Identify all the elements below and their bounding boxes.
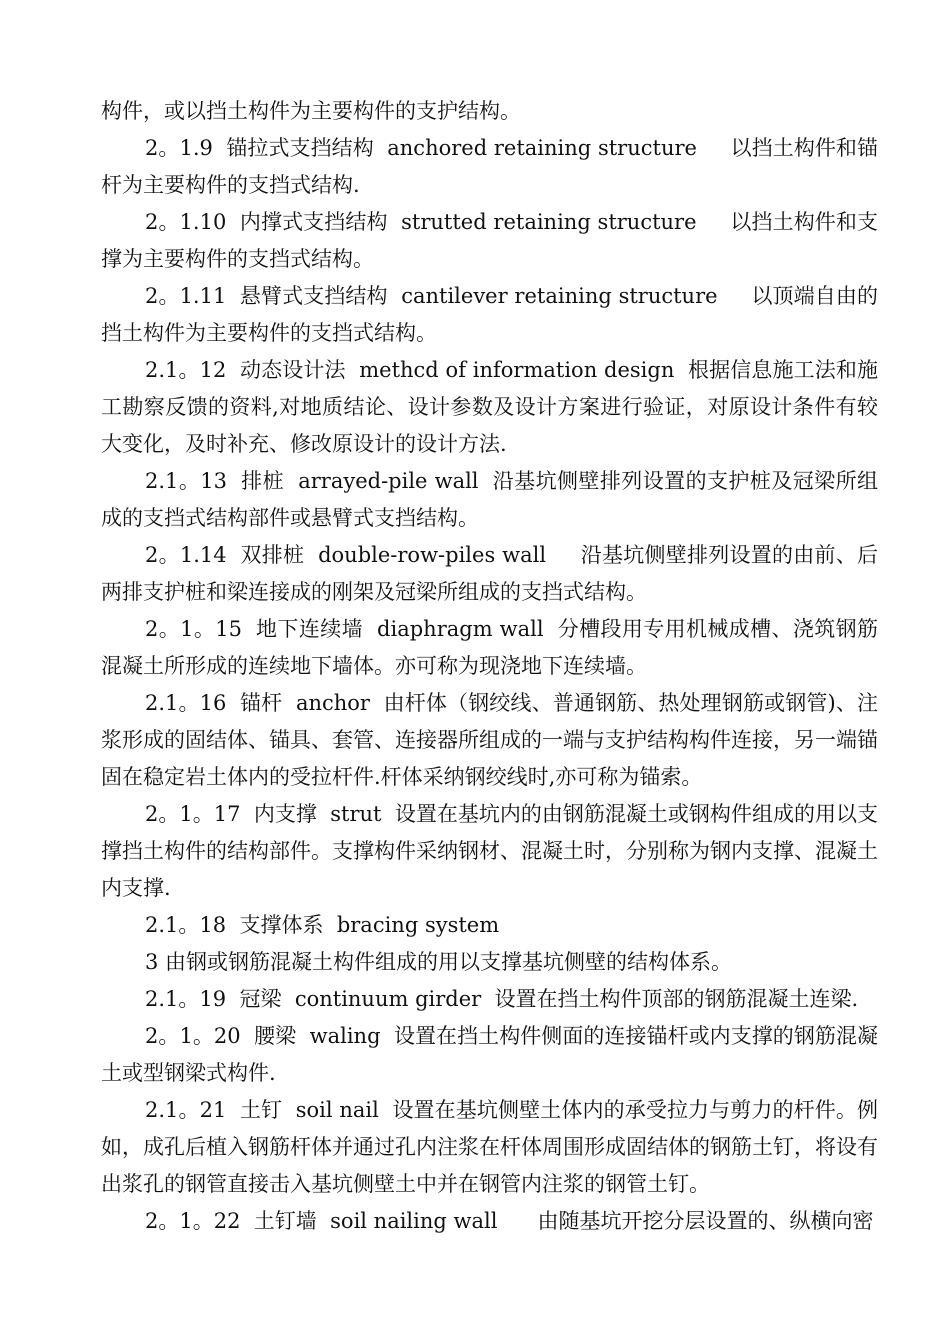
paragraph-8 xyxy=(101,611,878,685)
paragraph-12 xyxy=(101,944,878,981)
paragraph-text: 构件，或以挡土构件为主要构件的支护结构。 xyxy=(101,99,521,123)
paragraph-3 xyxy=(101,204,878,278)
paragraph-11 xyxy=(101,907,878,944)
paragraph-9 xyxy=(101,685,878,796)
paragraph-text: 2。1.9 锚拉式支挡结构 anchored retaining structure 以挡土构件和锚杆为主要构件的支挡式结构. xyxy=(101,136,878,197)
paragraph-text: 2。1。15 地下连续墙 diaphragm wall 分槽段用专用机械成槽、浇筑钢筋混凝土所形成的连续地下墙体。亦可称为现浇地下连续墙。 xyxy=(101,617,878,678)
paragraph-text: 2.1。16 锚杆 anchor 由杆体（钢绞线、普通钢筋、热处理钢筋或钢管)、注浆形成的固结体、锚具、套管、连接器所组成的一端与支护结构构件连接，另一端锚固在稳定岩土体内的受拉杆件.杆体采纳钢绞线时,亦可称为锚索。 xyxy=(101,691,878,789)
paragraph-16 xyxy=(101,1203,878,1240)
paragraph-1 xyxy=(101,93,878,130)
paragraph-text: 2。1。22 土钉墙 soil nailing wall 由随基坑开挖分层设置的、纵横向密 xyxy=(145,1209,874,1233)
paragraph-text: 2。1.14 双排桩 double-row-piles wall 沿基坑侧壁排列设置的由前、后两排支护桩和梁连接成的刚架及冠梁所组成的支挡式结构。 xyxy=(101,543,878,604)
paragraph-text: 2。1。17 内支撑 strut 设置在基坑内的由钢筋混凝土或钢构件组成的用以支撑挡土构件的结构部件。支撑构件采纳钢材、混凝土时，分别称为钢内支撑、混凝土内支撑. xyxy=(101,802,878,900)
paragraph-text: 2.1。12 动态设计法 methcd of information design 根据信息施工法和施工勘察反馈的资料,对地质结论、设计参数及设计方案进行验证，对原设计条件有较大变化，及时补充、修改原设计的设计方法. xyxy=(101,358,878,456)
paragraph-7 xyxy=(101,537,878,611)
paragraph-text: 2。1。20 腰梁 waling 设置在挡土构件侧面的连接锚杆或内支撑的钢筋混凝土或型钢梁式构件. xyxy=(101,1024,878,1085)
paragraph-15 xyxy=(101,1092,878,1203)
paragraph-13 xyxy=(101,981,878,1018)
paragraph-2 xyxy=(101,130,878,204)
paragraph-5 xyxy=(101,352,878,463)
paragraph-14 xyxy=(101,1018,878,1092)
paragraph-text: 2.1。18 支撑体系 bracing system xyxy=(145,913,500,937)
document-page xyxy=(101,93,878,1240)
paragraph-text: 2.1。13 排桩 arrayed-pile wall 沿基坑侧壁排列设置的支护桩及冠梁所组成的支挡式结构部件或悬臂式支挡结构。 xyxy=(101,469,878,530)
paragraph-text: 2。1.11 悬臂式支挡结构 cantilever retaining structure 以顶端自由的挡土构件为主要构件的支挡式结构。 xyxy=(101,284,878,345)
paragraph-text: 2。1.10 内撑式支挡结构 strutted retaining structure 以挡土构件和支撑为主要构件的支挡式结构。 xyxy=(101,210,878,271)
paragraph-text: 2.1。21 土钉 soil nail 设置在基坑侧壁土体内的承受拉力与剪力的杆件。例如，成孔后植入钢筋杆体并通过孔内注浆在杆体周围形成固结体的钢筋土钉，将设有出浆孔的钢管直接击入基坑侧壁土中并在钢管内注浆的钢管土钉。 xyxy=(101,1098,878,1196)
paragraph-4 xyxy=(101,278,878,352)
paragraph-10 xyxy=(101,796,878,907)
paragraph-6 xyxy=(101,463,878,537)
paragraph-text: 3 由钢或钢筋混凝土构件组成的用以支撑基坑侧壁的结构体系。 xyxy=(145,950,733,974)
paragraph-text: 2.1。19 冠梁 continuum girder 设置在挡土构件顶部的钢筋混凝土连梁. xyxy=(145,987,859,1011)
